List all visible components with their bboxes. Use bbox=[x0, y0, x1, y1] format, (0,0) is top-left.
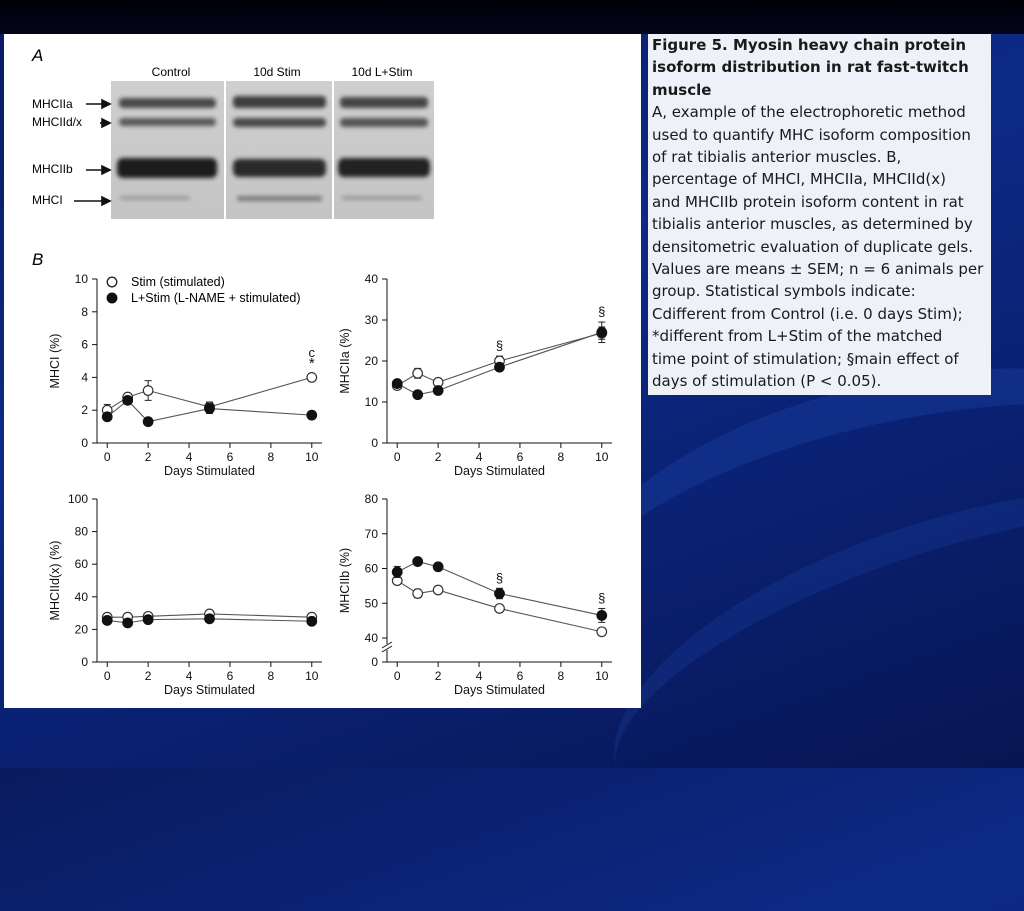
gel-image bbox=[111, 81, 434, 219]
caption-line: densitometric evaluation of duplicate gels. bbox=[652, 237, 973, 256]
legend bbox=[107, 275, 300, 305]
y-tick-label: 4 bbox=[81, 370, 88, 385]
y-tick-label: 40 bbox=[364, 272, 378, 286]
chart-4 bbox=[338, 492, 612, 697]
y-tick-label: 6 bbox=[81, 337, 88, 352]
x-tick-label: 10 bbox=[305, 669, 319, 683]
data-point-lstim bbox=[413, 557, 423, 567]
caption-title: Figure 5. Myosin heavy chain protein isoform distribution in rat fast-twitch muscle bbox=[652, 36, 969, 99]
x-tick-label: 8 bbox=[557, 669, 565, 683]
data-point-lstim bbox=[123, 618, 133, 628]
y-tick-label: 80 bbox=[364, 492, 378, 506]
x-axis-label: Days Stimulated bbox=[453, 464, 546, 478]
data-point-lstim bbox=[307, 616, 317, 626]
y-tick-label: 70 bbox=[364, 526, 378, 541]
y-tick-label: 10 bbox=[74, 272, 88, 286]
data-point-lstim bbox=[413, 390, 423, 400]
x-axis-label: Days Stimulated bbox=[453, 683, 546, 697]
data-point-lstim bbox=[495, 362, 505, 372]
band-label-mhciidx: MHCIId/x bbox=[32, 115, 83, 129]
y-tick-label: 10 bbox=[364, 395, 378, 409]
x-tick-label: 6 bbox=[516, 669, 524, 683]
figure-panel bbox=[4, 34, 641, 708]
caption-line: of rat tibialis anterior muscles. B, bbox=[652, 148, 902, 167]
data-point-lstim bbox=[205, 614, 215, 624]
data-point-lstim bbox=[495, 589, 505, 599]
data-point-lstim bbox=[392, 379, 402, 389]
x-tick-label: 8 bbox=[267, 450, 275, 464]
data-point-lstim bbox=[205, 404, 215, 414]
band-label-mhciib: MHCIIb bbox=[32, 162, 73, 176]
data-point-lstim bbox=[123, 396, 133, 406]
y-tick-label: 60 bbox=[74, 557, 88, 572]
caption-line: days of stimulation (P < 0.05). bbox=[652, 372, 882, 391]
y-axis-label: MHCIIb (%) bbox=[338, 547, 352, 614]
panel-b-label: B bbox=[32, 250, 44, 269]
y-tick-label: 0 bbox=[371, 436, 378, 450]
x-tick-label: 6 bbox=[226, 669, 234, 683]
data-point-lstim bbox=[102, 412, 112, 422]
data-point-lstim bbox=[597, 328, 607, 338]
gel-column-10d-stim: 10d Stim bbox=[253, 65, 301, 79]
panel-a-label: A bbox=[32, 46, 44, 65]
caption-line: A, example of the electrophoretic method bbox=[652, 103, 966, 122]
x-tick-label: 2 bbox=[434, 669, 442, 683]
x-tick-label: 4 bbox=[475, 669, 483, 683]
data-point-stim bbox=[307, 373, 317, 383]
y-tick-label: 0 bbox=[371, 655, 378, 669]
annotation-symbol: § bbox=[598, 590, 606, 606]
y-tick-label: 30 bbox=[364, 313, 378, 327]
x-tick-label: 2 bbox=[144, 450, 152, 464]
data-point-lstim bbox=[307, 410, 317, 420]
x-tick-label: 10 bbox=[305, 450, 319, 464]
caption-line: Values are means ± SEM; n = 6 animals per bbox=[652, 260, 984, 279]
y-axis-label: MHCI (%) bbox=[48, 333, 62, 389]
caption-line: Cdifferent from Control (i.e. 0 days Stim); bbox=[652, 304, 963, 323]
y-tick-label: 0 bbox=[81, 655, 88, 669]
y-tick-label: 20 bbox=[364, 354, 378, 368]
x-tick-label: 4 bbox=[475, 450, 483, 464]
band-label-mhciia: MHCIIa bbox=[32, 97, 73, 111]
x-tick-label: 2 bbox=[144, 669, 152, 683]
data-point-stim bbox=[413, 589, 423, 599]
caption-line: time point of stimulation; §main effect of bbox=[652, 349, 959, 368]
data-point-stim bbox=[495, 604, 505, 614]
gel-column-10d-lstim: 10d L+Stim bbox=[351, 65, 413, 79]
y-tick-label: 20 bbox=[74, 622, 88, 637]
y-tick-label: 0 bbox=[81, 436, 88, 450]
data-point-lstim bbox=[433, 386, 443, 396]
x-tick-label: 10 bbox=[595, 669, 609, 683]
caption-line: group. Statistical symbols indicate: bbox=[652, 282, 916, 301]
x-tick-label: 2 bbox=[434, 450, 442, 464]
x-tick-label: 10 bbox=[595, 450, 609, 464]
legend-marker-lstim bbox=[107, 293, 117, 303]
caption-line: percentage of MHCI, MHCIIa, MHCIId(x) bbox=[652, 170, 946, 189]
x-axis-label: Days Stimulated bbox=[163, 464, 256, 478]
x-tick-label: 6 bbox=[516, 450, 524, 464]
x-tick-label: 0 bbox=[393, 450, 401, 464]
caption-line: *different from L+Stim of the matched bbox=[652, 327, 943, 346]
data-point-stim bbox=[433, 585, 443, 595]
y-tick-label: 100 bbox=[67, 492, 88, 506]
y-tick-label: 60 bbox=[364, 561, 378, 576]
caption-line: used to quantify MHC isoform composition bbox=[652, 125, 971, 144]
chart-2 bbox=[338, 272, 612, 478]
data-point-lstim bbox=[433, 562, 443, 572]
data-point-lstim bbox=[597, 611, 607, 621]
annotation-symbol: * bbox=[308, 355, 315, 373]
x-tick-label: 6 bbox=[226, 450, 234, 464]
annotation-symbol: c bbox=[308, 345, 316, 361]
data-point-stim bbox=[143, 386, 153, 396]
data-point-lstim bbox=[143, 615, 153, 625]
legend-label-stim: Stim (stimulated) bbox=[131, 275, 225, 289]
band-label-mhci: MHCI bbox=[32, 193, 63, 207]
figure-caption bbox=[648, 34, 991, 395]
figure-svg bbox=[4, 34, 641, 708]
y-tick-label: 2 bbox=[81, 403, 88, 418]
data-point-lstim bbox=[392, 567, 402, 577]
x-tick-label: 8 bbox=[267, 669, 275, 683]
annotation-symbol: § bbox=[598, 304, 606, 320]
x-tick-label: 0 bbox=[103, 669, 111, 683]
legend-label-lstim: L+Stim (L-NAME + stimulated) bbox=[131, 291, 301, 305]
y-tick-label: 40 bbox=[74, 589, 88, 604]
x-tick-label: 4 bbox=[185, 669, 193, 683]
y-axis-label: MHCIIa (%) bbox=[338, 328, 352, 394]
band-labels bbox=[32, 97, 110, 207]
gel-column-control: Control bbox=[151, 65, 191, 79]
y-tick-label: 80 bbox=[74, 524, 88, 539]
x-tick-label: 8 bbox=[557, 450, 565, 464]
data-point-lstim bbox=[102, 616, 112, 626]
x-axis-label: Days Stimulated bbox=[163, 683, 256, 697]
x-tick-label: 0 bbox=[103, 450, 111, 464]
caption-line: and MHCIIb protein isoform content in rat bbox=[652, 192, 964, 211]
y-tick-label: 50 bbox=[364, 596, 378, 611]
y-tick-label: 8 bbox=[81, 304, 88, 319]
x-tick-label: 0 bbox=[393, 669, 401, 683]
data-point-stim bbox=[597, 627, 607, 637]
annotation-symbol: § bbox=[495, 570, 504, 586]
annotation-symbol: § bbox=[495, 338, 504, 354]
x-tick-label: 4 bbox=[185, 450, 193, 464]
data-point-lstim bbox=[143, 417, 153, 427]
data-point-stim bbox=[413, 369, 423, 379]
legend-marker-stim bbox=[107, 277, 117, 287]
chart-3 bbox=[48, 492, 322, 697]
caption-line: tibialis anterior muscles, as determined by bbox=[652, 215, 973, 234]
y-tick-label: 40 bbox=[364, 631, 378, 645]
slide-top-bar bbox=[0, 0, 1024, 34]
y-axis-label: MHCIId(x) (%) bbox=[48, 540, 62, 621]
